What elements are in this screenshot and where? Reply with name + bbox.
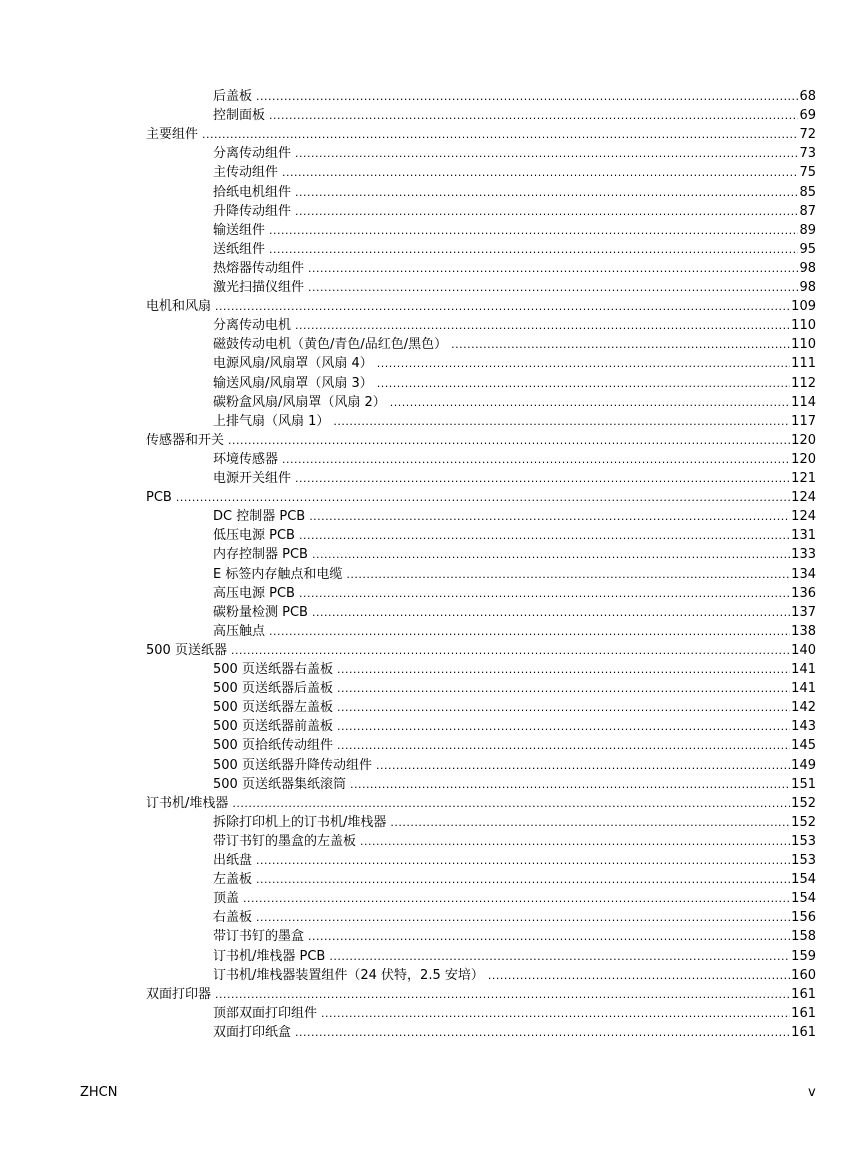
toc-entry-title: 订书机/堆栈器 PCB — [213, 948, 326, 964]
toc-entry-title: 500 页送纸器前盖板 — [213, 719, 333, 735]
toc-dot-leader — [451, 335, 790, 354]
toc-dot-leader — [243, 889, 790, 908]
toc-entry-title: 顶盖 — [213, 891, 240, 907]
toc-entry-page: 69 — [799, 108, 816, 124]
toc-dot-leader — [312, 545, 790, 564]
toc-entry-page: 143 — [791, 719, 816, 735]
footer-page-number: v — [808, 1085, 816, 1100]
toc-dot-leader — [309, 507, 790, 526]
toc-entry-title: DC 控制器 PCB — [213, 509, 306, 525]
toc-entry-title: 订书机/堆栈器装置组件（24 伏特，2.5 安培） — [213, 967, 484, 983]
toc-dot-leader — [295, 202, 798, 221]
toc-subsection-entry[interactable] — [213, 870, 816, 889]
toc-entry-page: 160 — [791, 967, 816, 983]
toc-entry-page: 152 — [791, 795, 816, 811]
toc-dot-leader — [308, 927, 790, 946]
toc-dot-leader — [256, 908, 790, 927]
toc-entry-title: 升降传动组件 — [213, 203, 292, 219]
toc-dot-leader — [376, 756, 790, 775]
toc-entry-title: 带订书钉的墨盒的左盖板 — [213, 833, 357, 849]
footer-locale: ZHCN — [80, 1085, 118, 1100]
toc-entry-title: 传感器和开关 — [146, 432, 225, 448]
toc-entry-page: 73 — [799, 146, 816, 162]
toc-entry-title: 500 页送纸器升降传动组件 — [213, 757, 372, 773]
toc-dot-leader — [337, 736, 790, 755]
toc-entry-page: 161 — [791, 1024, 816, 1040]
toc-subsection-entry[interactable] — [213, 354, 816, 373]
toc-entry-title: 500 页送纸器右盖板 — [213, 662, 333, 677]
toc-dot-leader — [350, 775, 790, 794]
toc-entry-title: 磁鼓传动电机（黄色/青色/品红色/黑色） — [213, 337, 448, 353]
toc-entry-title: 500 页送纸器后盖板 — [213, 681, 333, 697]
toc-subsection-entry[interactable] — [213, 393, 816, 412]
toc-dot-leader — [176, 488, 790, 507]
toc-dot-leader — [390, 813, 790, 832]
toc-dot-leader — [295, 183, 798, 202]
toc-entry-page: 112 — [791, 375, 816, 391]
toc-entry-title: 输送组件 — [213, 222, 266, 238]
toc-subsection-entry[interactable] — [213, 259, 816, 278]
toc-subsection-entry[interactable] — [213, 698, 816, 717]
toc-subsection-entry[interactable] — [213, 813, 816, 832]
toc-entry-page: 145 — [791, 738, 816, 754]
toc-entry-title: 主要组件 — [146, 127, 199, 143]
toc-entry-page: 95 — [799, 241, 816, 257]
toc-subsection-entry[interactable] — [213, 221, 816, 240]
toc-entry-page: 114 — [791, 394, 816, 410]
toc-entry-title: 带订书钉的墨盒 — [213, 929, 305, 945]
toc-subsection-entry[interactable] — [213, 603, 816, 622]
toc-entry-page: 85 — [799, 184, 816, 200]
toc-subsection-entry[interactable] — [213, 316, 816, 335]
toc-entry-page: 136 — [791, 585, 816, 601]
toc-dot-leader — [256, 851, 790, 870]
toc-subsection-entry[interactable] — [213, 335, 816, 354]
toc-dot-leader — [256, 870, 790, 889]
toc-subsection-entry[interactable] — [213, 584, 816, 603]
toc-entry-page: 134 — [791, 566, 816, 582]
toc-entry-page: 137 — [791, 604, 816, 620]
toc-entry-page: 111 — [791, 356, 816, 372]
toc-dot-leader — [215, 985, 790, 1004]
toc-entry-page: 89 — [799, 222, 816, 238]
toc-dot-leader — [232, 794, 790, 813]
toc-subsection-entry[interactable] — [213, 1004, 816, 1023]
toc-dot-leader — [377, 374, 790, 393]
toc-dot-leader — [488, 966, 790, 985]
toc-entry-page: 110 — [791, 318, 816, 334]
toc-dot-leader — [215, 297, 790, 316]
toc-dot-leader — [390, 393, 790, 412]
toc-entry-title: 分离传动组件 — [213, 146, 292, 162]
toc-dot-leader — [256, 87, 798, 106]
toc-entry-page: 149 — [791, 757, 816, 773]
toc-entry-page: 98 — [799, 260, 816, 276]
toc-entry-page: 161 — [791, 986, 816, 1002]
toc-dot-leader — [269, 240, 798, 259]
toc-entry-page: 153 — [791, 853, 816, 868]
toc-entry-title: 电源开关组件 — [213, 471, 292, 486]
toc-dot-leader — [360, 832, 790, 851]
toc-dot-leader — [337, 698, 790, 717]
toc-entry-title: 内存控制器 PCB — [213, 547, 308, 563]
toc-subsection-entry[interactable] — [213, 736, 816, 755]
toc-entry-page: 141 — [791, 681, 816, 697]
toc-subsection-entry[interactable] — [213, 966, 816, 985]
toc-subsection-entry[interactable] — [213, 927, 816, 946]
toc-dot-leader — [269, 221, 798, 240]
toc-entry-page: 109 — [791, 299, 816, 315]
toc-dot-leader — [346, 565, 790, 584]
toc-dot-leader — [337, 717, 790, 736]
toc-subsection-entry[interactable] — [213, 240, 816, 259]
toc-entry-page: 68 — [799, 89, 816, 104]
toc-subsection-entry[interactable] — [213, 526, 816, 545]
toc-subsection-entry[interactable] — [213, 450, 816, 469]
toc-dot-leader — [337, 679, 790, 698]
toc-subsection-entry[interactable] — [213, 717, 816, 736]
toc-entry-title: 碳粉盒风扇/风扇罩（风扇 2） — [213, 394, 386, 410]
toc-subsection-entry[interactable] — [213, 775, 816, 794]
toc-dot-leader — [269, 622, 790, 641]
toc-dot-leader — [269, 106, 798, 125]
toc-subsection-entry[interactable] — [213, 507, 816, 526]
toc-subsection-entry[interactable] — [213, 679, 816, 698]
toc-subsection-entry[interactable] — [213, 278, 816, 297]
toc-entry-page: 142 — [791, 700, 816, 716]
toc-dot-leader — [333, 412, 790, 431]
toc-dot-leader — [231, 641, 790, 660]
toc-entry-title: 热熔器传动组件 — [213, 260, 305, 276]
toc-entry-title: 右盖板 — [213, 910, 253, 926]
toc-subsection-entry[interactable] — [213, 622, 816, 641]
toc-entry-title: 500 页送纸器 — [146, 642, 227, 658]
toc-entry-page: 72 — [799, 127, 816, 143]
toc-entry-title: 顶部双面打印组件 — [213, 1005, 318, 1021]
toc-subsection-entry[interactable] — [213, 1023, 816, 1042]
toc-section-entry[interactable] — [146, 125, 816, 144]
toc-entry-title: 500 页送纸器集纸滚筒 — [213, 776, 346, 792]
toc-subsection-entry[interactable] — [213, 832, 816, 851]
toc-entry-page: 158 — [791, 929, 816, 945]
toc-dot-leader — [308, 278, 798, 297]
toc-entry-page: 159 — [791, 948, 816, 964]
toc-entry-page: 120 — [791, 432, 816, 448]
toc-subsection-entry[interactable] — [213, 163, 816, 182]
toc-subsection-entry[interactable] — [213, 756, 816, 775]
toc-entry-title: 电源风扇/风扇罩（风扇 4） — [213, 356, 373, 372]
toc-entry-title: 双面打印纸盒 — [213, 1024, 292, 1040]
toc-dot-leader — [337, 660, 790, 679]
toc-subsection-entry[interactable] — [213, 947, 816, 966]
toc-dot-leader — [295, 316, 790, 335]
toc-entry-title: 上排气扇（风扇 1） — [213, 413, 330, 429]
toc-section-entry[interactable] — [146, 297, 816, 316]
toc-entry-page: 154 — [791, 891, 816, 907]
toc-subsection-entry[interactable] — [213, 202, 816, 221]
toc-entry-page: 98 — [799, 280, 816, 295]
toc-dot-leader — [321, 1004, 790, 1023]
toc-entry-page: 87 — [799, 203, 816, 219]
toc-entry-page: 121 — [791, 471, 816, 486]
toc-entry-page: 156 — [791, 910, 816, 926]
toc-subsection-entry[interactable] — [213, 851, 816, 870]
toc-dot-leader — [329, 947, 790, 966]
toc-entry-page: 131 — [791, 528, 816, 544]
toc-entry-page: 120 — [791, 451, 816, 467]
toc-entry-title: 后盖板 — [213, 89, 253, 104]
toc-entry-title: 双面打印器 — [146, 986, 212, 1002]
toc-entry-page: 117 — [791, 413, 816, 429]
toc-subsection-entry[interactable] — [213, 106, 816, 125]
toc-dot-leader — [308, 259, 798, 278]
toc-dot-leader — [282, 450, 790, 469]
toc-entry-title: 出纸盘 — [213, 853, 253, 868]
toc-subsection-entry[interactable] — [213, 374, 816, 393]
toc-dot-leader — [299, 584, 790, 603]
toc-section-entry[interactable] — [146, 641, 816, 660]
toc-dot-leader — [295, 469, 790, 488]
toc-dot-leader — [295, 1023, 790, 1042]
toc-entry-title: E 标签内存触点和电缆 — [213, 566, 343, 582]
toc-subsection-entry[interactable] — [213, 183, 816, 202]
toc-dot-leader — [295, 144, 798, 163]
toc-entry-title: 拾纸电机组件 — [213, 184, 292, 200]
toc-subsection-entry[interactable] — [213, 469, 816, 488]
toc-subsection-entry[interactable] — [213, 660, 816, 679]
toc-entry-title: 低压电源 PCB — [213, 528, 295, 544]
toc-section-entry[interactable] — [146, 794, 816, 813]
toc-section-entry[interactable] — [146, 431, 816, 450]
toc-entry-title: 订书机/堆栈器 — [146, 795, 229, 811]
toc-entry-title: 送纸组件 — [213, 241, 266, 257]
toc-subsection-entry[interactable] — [213, 412, 816, 431]
toc-subsection-entry[interactable] — [213, 87, 816, 106]
toc-entry-page: 124 — [791, 509, 816, 525]
toc-dot-leader — [228, 431, 790, 450]
toc-entry-title: 电机和风扇 — [146, 299, 212, 315]
toc-entry-title: 环境传感器 — [213, 451, 279, 467]
toc-section-entry[interactable] — [146, 488, 816, 507]
toc-entry-title: 左盖板 — [213, 872, 253, 888]
toc-entry-title: 碳粉量检测 PCB — [213, 604, 308, 620]
toc-entry-page: 138 — [791, 623, 816, 639]
toc-entry-page: 141 — [791, 662, 816, 677]
toc-entry-page: 124 — [791, 490, 816, 506]
toc-dot-leader — [312, 603, 790, 622]
toc-entry-page: 151 — [791, 776, 816, 792]
toc-entry-title: 高压电源 PCB — [213, 585, 295, 601]
toc-entry-page: 140 — [791, 642, 816, 658]
toc-section-entry[interactable] — [146, 985, 816, 1004]
toc-entry-page: 110 — [791, 337, 816, 353]
toc-entry-title: 控制面板 — [213, 108, 266, 124]
toc-entry-title: 高压触点 — [213, 623, 266, 639]
toc-entry-title: 主传动组件 — [213, 165, 279, 181]
toc-subsection-entry[interactable] — [213, 889, 816, 908]
toc-dot-leader — [377, 354, 790, 373]
toc-entry-title: 激光扫描仪组件 — [213, 280, 305, 295]
toc-subsection-entry[interactable] — [213, 565, 816, 584]
toc-entry-title: 拆除打印机上的订书机/堆栈器 — [213, 814, 387, 830]
toc-entry-title: 500 页拾纸传动组件 — [213, 738, 333, 754]
toc-entry-page: 153 — [791, 833, 816, 849]
toc-entry-page: 161 — [791, 1005, 816, 1021]
toc-entry-title: 分离传动电机 — [213, 318, 292, 334]
toc-dot-leader — [299, 526, 790, 545]
toc-entry-page: 154 — [791, 872, 816, 888]
toc-dot-leader — [282, 163, 798, 182]
toc-entry-page: 75 — [799, 165, 816, 181]
toc-subsection-entry[interactable] — [213, 908, 816, 927]
toc-entry-title: 500 页送纸器左盖板 — [213, 700, 333, 716]
toc-entry-page: 133 — [791, 547, 816, 563]
toc-entry-page: 152 — [791, 814, 816, 830]
toc-entry-title: PCB — [146, 490, 172, 506]
toc-dot-leader — [202, 125, 798, 144]
toc-subsection-entry[interactable] — [213, 545, 816, 564]
toc-subsection-entry[interactable] — [213, 144, 816, 163]
toc-entry-title: 输送风扇/风扇罩（风扇 3） — [213, 375, 373, 391]
